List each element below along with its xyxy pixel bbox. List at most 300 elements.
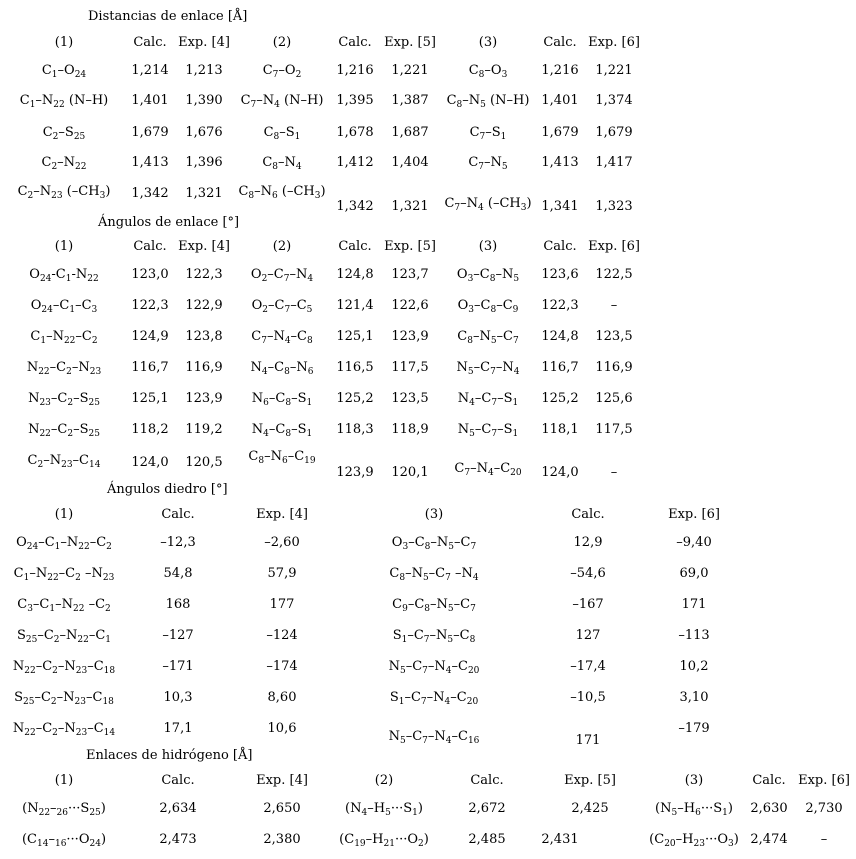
exp-value-3: 69,0 — [679, 566, 709, 581]
formula-text: –N — [57, 659, 76, 674]
formula-text: O — [29, 267, 40, 282]
calc-value-2: 123,9 — [336, 465, 374, 480]
subscript: 2 — [52, 728, 58, 738]
subscript: 14 — [103, 728, 116, 738]
formula-text: –C — [496, 298, 513, 313]
subscript: 4 — [513, 367, 520, 377]
exp-value-2: 123,5 — [391, 391, 429, 406]
subscript: 3 — [402, 542, 409, 552]
subscript: 2 — [67, 429, 74, 439]
exp-value-1: –2,60 — [264, 535, 300, 550]
subscript: 1 — [54, 542, 61, 552]
formula-text: –C — [38, 535, 55, 550]
formula-text: –C — [49, 360, 67, 375]
calc-value-2: 116,5 — [336, 360, 374, 375]
formula-text: –N — [71, 360, 90, 375]
formula-text: O — [456, 267, 468, 282]
formula-text: N — [28, 422, 40, 437]
subscript: 5 — [671, 808, 678, 818]
subscript: 7 — [283, 274, 290, 284]
formula-text: C — [454, 461, 465, 476]
calc-value-2: 1,216 — [336, 63, 374, 78]
formula-text: C — [240, 93, 251, 108]
subscript: 9 — [402, 604, 408, 614]
subscript: 22 — [39, 429, 51, 439]
subscript: 4 — [284, 336, 291, 346]
exp-value-3: –113 — [678, 628, 710, 643]
formula-text: –C — [52, 298, 70, 313]
column-header: (3) — [478, 239, 498, 254]
subscript: 22 — [53, 100, 65, 110]
subscript: 22 — [75, 162, 87, 172]
dihedral-label-3 — [392, 628, 476, 645]
subscript: 8 — [307, 336, 313, 346]
formula-text: –N — [470, 461, 488, 476]
angle-label-2 — [250, 360, 314, 377]
column-header: Exp. [5] — [384, 35, 436, 50]
formula-text: C — [248, 449, 259, 464]
column-header: Calc. — [470, 773, 504, 788]
formula-text: –C — [32, 597, 50, 612]
formula-text: –S — [291, 391, 307, 406]
exp-value-2: 123,7 — [391, 267, 429, 282]
subscript: 22 — [63, 336, 76, 346]
formula-text: –S — [73, 391, 89, 406]
calc-value-3: 123,6 — [541, 267, 579, 282]
exp-value-2: 122,6 — [391, 298, 429, 313]
formula-text: –C — [267, 267, 284, 282]
formula-text: C — [238, 184, 249, 199]
subscript: 4 — [487, 468, 494, 478]
exp-value-3: – — [610, 465, 618, 480]
subscript: 7 — [422, 736, 428, 746]
subscript: 7 — [478, 162, 485, 172]
formula-text: –N — [429, 628, 448, 643]
subscript: 7 — [470, 604, 476, 614]
formula-text: ) — [417, 801, 423, 816]
subscript: 5 — [422, 573, 429, 583]
formula-text: –H — [365, 832, 384, 847]
column-header: Calc. — [161, 773, 195, 788]
exp-value-3: 1,221 — [595, 63, 633, 78]
subscript: 23 — [61, 460, 73, 470]
subscript: 5 — [513, 274, 520, 284]
angle-label-1 — [28, 391, 100, 408]
subscript: 7 — [261, 336, 267, 346]
formula-text: –N — [55, 597, 73, 612]
formula-text: –C — [453, 597, 471, 612]
calc-value-1: 10,3 — [163, 690, 193, 705]
formula-text: N — [26, 360, 39, 375]
subscript: 2 — [75, 573, 81, 583]
dihedral-label-1 — [14, 690, 114, 707]
subscript: 2 — [261, 274, 268, 284]
exp-value-1: 1,390 — [185, 93, 223, 108]
subscript: 8 — [478, 70, 485, 80]
exp-value-1: 116,9 — [185, 360, 223, 375]
dihedral-label-1 — [17, 597, 111, 614]
subscript: 2 — [67, 398, 74, 408]
formula-text: –C — [58, 566, 76, 581]
calc-value-3: 1,216 — [541, 63, 579, 78]
formula-text: –N — [427, 659, 446, 674]
calc-value-1: –12,3 — [160, 535, 196, 550]
hbond-label-2 — [345, 801, 423, 818]
subscript: 5 — [448, 542, 455, 552]
subscript: 7 — [445, 573, 451, 583]
formula-text: –H — [675, 832, 694, 847]
subscript: 7 — [284, 305, 291, 315]
exp-value-3: 3,10 — [679, 690, 709, 705]
formula-text: –C — [408, 535, 425, 550]
exp-value-1: 1,396 — [185, 155, 223, 170]
calc-value-3: 1,401 — [541, 93, 579, 108]
subscript: 24 — [89, 839, 101, 849]
subscript: 3 — [99, 191, 106, 201]
exp-value-2: 123,9 — [391, 329, 429, 344]
formula-text: (N–H) — [279, 93, 324, 108]
formula-text: ···O — [66, 832, 90, 847]
calc-value-2: 121,4 — [336, 298, 374, 313]
subscript: 5 — [501, 162, 508, 172]
subscript: 4 — [361, 808, 368, 818]
angle-label-2 — [248, 449, 316, 466]
formula-text: C — [457, 329, 468, 344]
subscript: 7 — [454, 203, 461, 213]
calc-value-1: 124,0 — [131, 455, 169, 470]
subscript: 8 — [489, 274, 496, 284]
subscript: 1 — [412, 808, 418, 818]
formula-text: C — [19, 93, 30, 108]
calc-value-3: –10,5 — [570, 690, 606, 705]
subscript: 4 — [261, 367, 268, 377]
subscript: 8 — [490, 305, 497, 315]
formula-text: –C — [268, 391, 286, 406]
calc-value-1: 123,0 — [131, 267, 169, 282]
formula-text: (–CH — [62, 184, 100, 199]
exp-value-3: 125,6 — [595, 391, 633, 406]
formula-text: O — [30, 298, 42, 313]
formula-text: –N — [43, 453, 62, 468]
subscript: 16 — [467, 736, 480, 746]
subscript: 2 — [53, 635, 60, 645]
formula-text: –N — [56, 690, 75, 705]
subscript: 21 — [383, 839, 395, 849]
formula-text: –C — [451, 729, 468, 744]
formula-text: ) — [105, 184, 111, 199]
calc-value-3: 122,3 — [541, 298, 579, 313]
bond-label-2 — [262, 155, 302, 172]
column-header: (1) — [54, 239, 74, 254]
calc-value-3: –17,4 — [570, 659, 606, 674]
formula-text: O — [391, 535, 403, 550]
exp-value-1: 122,9 — [185, 298, 223, 313]
formula-text: –N — [29, 566, 48, 581]
formula-text: –S — [485, 125, 501, 140]
formula-text: –C — [89, 535, 107, 550]
formula-text: ···O — [704, 832, 729, 847]
calc-value-3: 2,474 — [750, 832, 788, 847]
subscript: 20 — [467, 666, 480, 676]
calc-value-3: –167 — [572, 597, 604, 612]
subscript: 4 — [472, 573, 479, 583]
exp-value-1: –174 — [266, 659, 298, 674]
formula-text: O — [250, 267, 262, 282]
bond-label-3 — [446, 93, 530, 110]
column-header: (3) — [684, 773, 704, 788]
subscript: 8 — [424, 604, 431, 614]
exp-value-3: 1,374 — [595, 93, 633, 108]
calc-value-1: 122,3 — [131, 298, 169, 313]
formula-text: – — [48, 832, 55, 847]
subscript: 7 — [470, 542, 477, 552]
exp-value-1: 123,9 — [185, 391, 223, 406]
dihedral-label-1 — [13, 566, 115, 583]
calc-value-3: 118,1 — [541, 422, 579, 437]
exp-value-1: 10,6 — [267, 721, 297, 736]
subscript: 5 — [399, 666, 406, 676]
column-header: (1) — [54, 773, 74, 788]
calc-value-1: 17,1 — [163, 721, 193, 736]
bond-label-2 — [238, 184, 326, 201]
exp-value-2: 1,404 — [391, 155, 429, 170]
formula-text: ) — [733, 832, 739, 847]
formula-text: –C — [287, 449, 305, 464]
angle-label-2 — [251, 329, 313, 346]
subscript: 6 — [272, 191, 278, 201]
formula-text: –N — [430, 597, 448, 612]
subscript: 1 — [105, 635, 112, 645]
section-title-hbonds: Enlaces de hidrógeno [Å] — [86, 748, 253, 763]
exp-value-1: 123,8 — [185, 329, 223, 344]
bond-label-1 — [41, 63, 87, 80]
angle-label-2 — [251, 422, 313, 439]
formula-text: –C — [453, 628, 470, 643]
hbond-label-2 — [339, 832, 429, 849]
column-header: Calc. — [338, 239, 372, 254]
subscript: 3 — [468, 305, 475, 315]
column-header: Calc. — [543, 239, 577, 254]
dihedral-label-3 — [392, 597, 476, 614]
formula-text: –C — [474, 391, 492, 406]
section-title-dihedral: Ángulos diedro [°] — [107, 482, 228, 497]
subscript: 8 — [469, 635, 476, 645]
subscript: 3 — [91, 305, 98, 315]
dihedral-label-1 — [12, 659, 116, 676]
angle-label-1 — [29, 267, 99, 284]
formula-text: –C — [84, 597, 106, 612]
subscript: 1 — [65, 274, 72, 284]
subscript: 7 — [464, 468, 471, 478]
formula-text: –C — [35, 659, 53, 674]
exp-value-3: –9,40 — [676, 535, 712, 550]
subscript: 25 — [89, 808, 101, 818]
angle-label-3 — [457, 298, 519, 315]
formula-text: – — [50, 801, 57, 816]
hbond-label-1 — [21, 832, 107, 849]
bond-label-3 — [469, 125, 507, 142]
formula-text: –N — [450, 566, 473, 581]
bond-label-1 — [42, 125, 86, 142]
calc-value-1: 1,413 — [131, 155, 169, 170]
subscript: 8 — [248, 191, 255, 201]
exp-value-2: 2,425 — [571, 801, 609, 816]
subscript: 2 — [91, 336, 98, 346]
subscript: 1 — [401, 635, 408, 645]
formula-text: C — [17, 184, 28, 199]
subscript: 8 — [273, 132, 280, 142]
calc-value-1: –127 — [162, 628, 194, 643]
subscript: 5 — [306, 305, 313, 315]
formula-text: ) — [100, 832, 107, 847]
exp-value-3: –179 — [678, 721, 710, 736]
formula-text: N — [12, 659, 25, 674]
column-header: (3) — [424, 507, 444, 522]
calc-value-3: 116,7 — [541, 360, 579, 375]
exp-value-1: 119,2 — [185, 422, 223, 437]
subscript: 1 — [500, 132, 507, 142]
calc-value-2: 125,1 — [336, 329, 374, 344]
exp-value-3: 116,9 — [595, 360, 633, 375]
column-header: Calc. — [161, 507, 195, 522]
subscript: 5 — [399, 736, 406, 746]
formula-text: –S — [497, 391, 513, 406]
subscript: 25 — [25, 635, 38, 645]
formula-text: –S — [497, 422, 513, 437]
bond-label-3 — [444, 196, 532, 213]
calc-value-2: 2,672 — [468, 801, 506, 816]
subscript: 8 — [424, 542, 431, 552]
formula-text: (–CH — [277, 184, 315, 199]
subscript: 8 — [456, 100, 463, 110]
formula-text: –N — [59, 628, 78, 643]
column-header: (2) — [272, 35, 292, 50]
exp-value-1: 1,321 — [185, 186, 223, 201]
dihedral-label-1 — [16, 628, 112, 645]
subscript: 3 — [467, 274, 474, 284]
angle-label-2 — [251, 298, 313, 315]
formula-text: –C — [50, 391, 68, 406]
dihedral-label-3 — [388, 729, 480, 746]
subscript: 7 — [491, 429, 498, 439]
formula-text: N — [250, 360, 262, 375]
calc-value-1: 2,473 — [159, 832, 197, 847]
subscript: 8 — [284, 367, 290, 377]
formula-text: (C — [649, 832, 665, 847]
formula-text: –N — [289, 360, 308, 375]
angle-label-1 — [30, 298, 98, 315]
subscript: 7 — [272, 70, 279, 80]
formula-text: C — [30, 329, 41, 344]
calc-value-3: 1,413 — [541, 155, 579, 170]
subscript: 6 — [281, 456, 288, 466]
formula-text: –C — [474, 298, 491, 313]
angle-label-3 — [456, 360, 520, 377]
formula-text: –N — [80, 566, 103, 581]
subscript: 2 — [418, 839, 424, 849]
subscript: 8 — [285, 398, 292, 408]
subscript: 25 — [88, 429, 100, 439]
formula-text: –N — [484, 155, 502, 170]
column-header: Exp. [6] — [588, 239, 640, 254]
subscript: 24 — [39, 274, 52, 284]
formula-text: ···S — [700, 801, 723, 816]
subscript: 19 — [354, 839, 366, 849]
subscript: 4 — [295, 162, 302, 172]
calc-value-3: 171 — [575, 733, 601, 748]
exp-value-3: 1,417 — [595, 155, 633, 170]
column-header: (2) — [374, 773, 394, 788]
formula-text: C — [13, 566, 24, 581]
formula-text: C — [468, 155, 479, 170]
formula-text: C — [468, 63, 479, 78]
subscript: 20 — [510, 468, 522, 478]
formula-text: –C — [407, 628, 424, 643]
subscript: 3 — [520, 203, 527, 213]
formula-text: –C — [405, 659, 423, 674]
formula-text: C — [446, 93, 457, 108]
subscript: 6 — [307, 367, 314, 377]
subscript: 4 — [444, 697, 451, 707]
angle-label-3 — [457, 329, 519, 346]
formula-text: –C — [50, 422, 68, 437]
subscript: 7 — [479, 132, 486, 142]
subscript: 3 — [314, 191, 321, 201]
subscript: 5 — [467, 367, 474, 377]
formula-text: –C — [85, 690, 103, 705]
subscript: 7 — [491, 398, 498, 408]
calc-value-1: 118,2 — [131, 422, 169, 437]
exp-value-2: 1,387 — [391, 93, 429, 108]
exp-value-1: –124 — [266, 628, 298, 643]
calc-value-2: 2,485 — [468, 832, 506, 847]
exp-value-2: 1,221 — [391, 63, 429, 78]
formula-text: –N — [462, 93, 481, 108]
formula-text: –C — [493, 461, 511, 476]
formula-text: –S — [73, 422, 89, 437]
formula-text: S — [16, 628, 26, 643]
subscript: 6 — [695, 808, 701, 818]
formula-text: O — [251, 298, 263, 313]
subscript: 23 — [74, 697, 86, 707]
subscript: 2 — [262, 305, 269, 315]
exp-value-2: 120,1 — [391, 465, 429, 480]
formula-text: –C — [473, 360, 491, 375]
subscript: 1 — [722, 808, 728, 818]
column-header: Exp. [4] — [178, 239, 230, 254]
formula-text: –C — [268, 422, 286, 437]
subscript: 4 — [469, 398, 475, 408]
angle-label-1 — [28, 422, 100, 439]
subscript: 22 — [38, 808, 51, 818]
subscript: 2 — [52, 132, 59, 142]
subscript: 24 — [41, 305, 53, 315]
dihedral-label-3 — [389, 690, 479, 707]
subscript: 7 — [423, 635, 430, 645]
formula-text: C — [469, 125, 480, 140]
calc-value-3: 1,679 — [541, 125, 579, 140]
angle-label-1 — [30, 329, 98, 346]
formula-text: –C — [407, 597, 425, 612]
formula-text: –N — [266, 329, 285, 344]
subscript: 22 — [87, 274, 99, 284]
calc-value-3: 124,0 — [541, 465, 579, 480]
column-header: (3) — [478, 35, 498, 50]
angle-label-2 — [251, 391, 313, 408]
exp-value-3: 2,730 — [805, 801, 843, 816]
subscript: 23 — [75, 728, 88, 738]
subscript: 18 — [103, 666, 116, 676]
